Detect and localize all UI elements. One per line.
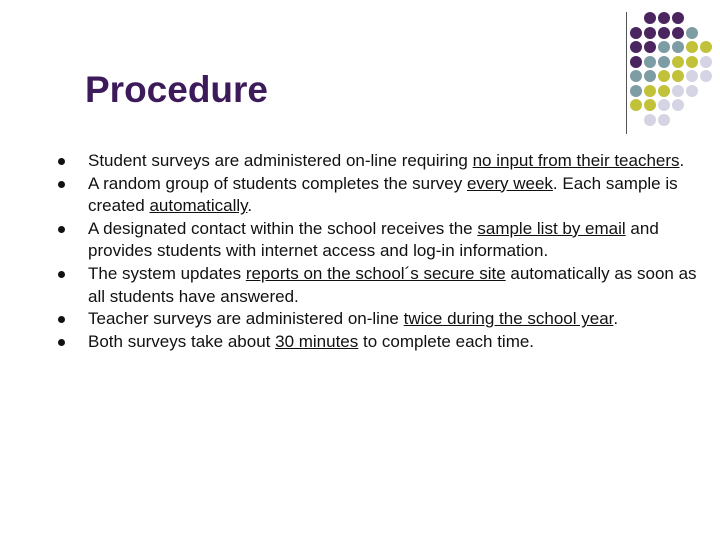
decor-dot: [686, 85, 698, 97]
decor-dot: [644, 41, 656, 53]
decor-dot: [686, 70, 698, 82]
decor-dot: [658, 85, 670, 97]
underlined-phrase: every week: [466, 173, 553, 193]
decor-dot: [658, 70, 670, 82]
underlined-phrase: reports on the school´s secure site: [245, 263, 506, 283]
decor-dot: [672, 70, 684, 82]
decorative-dot-grid: [0, 0, 720, 140]
underlined-phrase: 30 minutes: [275, 331, 359, 351]
slide-title: Procedure: [85, 69, 269, 110]
decor-dot: [644, 114, 656, 126]
bullet-dot-icon: [58, 181, 65, 188]
decor-dot: [630, 56, 642, 68]
decor-dot: [658, 114, 670, 126]
bullet-item: A designated contact within the school receives the sample list by email and provides students with internet access and log-in information.: [58, 218, 708, 263]
underlined-phrase: twice during the school year: [403, 309, 614, 329]
bullet-list: [58, 150, 708, 353]
decor-dot: [658, 41, 670, 53]
underlined-phrase: automatically: [149, 196, 248, 216]
decor-dot: [672, 56, 684, 68]
decor-dot: [672, 12, 684, 24]
decor-dot: [630, 85, 642, 97]
decor-dot: [630, 27, 642, 39]
decor-dot: [658, 99, 670, 111]
decor-dot: [686, 27, 698, 39]
decor-dot: [658, 12, 670, 24]
decor-dot: [700, 41, 712, 53]
decor-dot: [644, 70, 656, 82]
bullet-item: Both surveys take about 30 minutes to complete each time.: [58, 331, 708, 354]
decor-dot: [686, 41, 698, 53]
decor-dot: [700, 70, 712, 82]
bullet-item: A random group of students completes the survey every week. Each sample is created automatically.: [58, 173, 708, 218]
bullet-dot-icon: [58, 158, 65, 165]
decor-dot: [700, 56, 712, 68]
bullet-item: Teacher surveys are administered on-line twice during the school year.: [58, 308, 708, 331]
decor-dot: [644, 56, 656, 68]
decor-dot: [630, 70, 642, 82]
decor-dot: [672, 99, 684, 111]
decor-dot: [672, 85, 684, 97]
decor-dot: [630, 41, 642, 53]
decor-dot: [644, 85, 656, 97]
decor-dot: [672, 27, 684, 39]
decor-dot: [686, 56, 698, 68]
decor-dot: [658, 27, 670, 39]
decor-dot: [672, 41, 684, 53]
bullet-dot-icon: [58, 316, 65, 323]
underlined-phrase: no input from their teachers: [472, 151, 680, 170]
decor-dot: [658, 56, 670, 68]
decor-dot: [644, 99, 656, 111]
bullet-dot-icon: [58, 226, 65, 233]
underlined-phrase: sample list by email: [477, 218, 626, 238]
bullet-dot-icon: [58, 339, 65, 346]
bullet-item: Student surveys are administered on-line requiring no input from their teachers.: [58, 150, 708, 173]
bullet-dot-icon: [58, 271, 65, 278]
decor-dot: [644, 12, 656, 24]
decor-dot: [644, 27, 656, 39]
bullet-item: The system updates reports on the school´s secure site automatically as soon as all students have answered.: [58, 263, 708, 308]
decor-dot: [630, 99, 642, 111]
